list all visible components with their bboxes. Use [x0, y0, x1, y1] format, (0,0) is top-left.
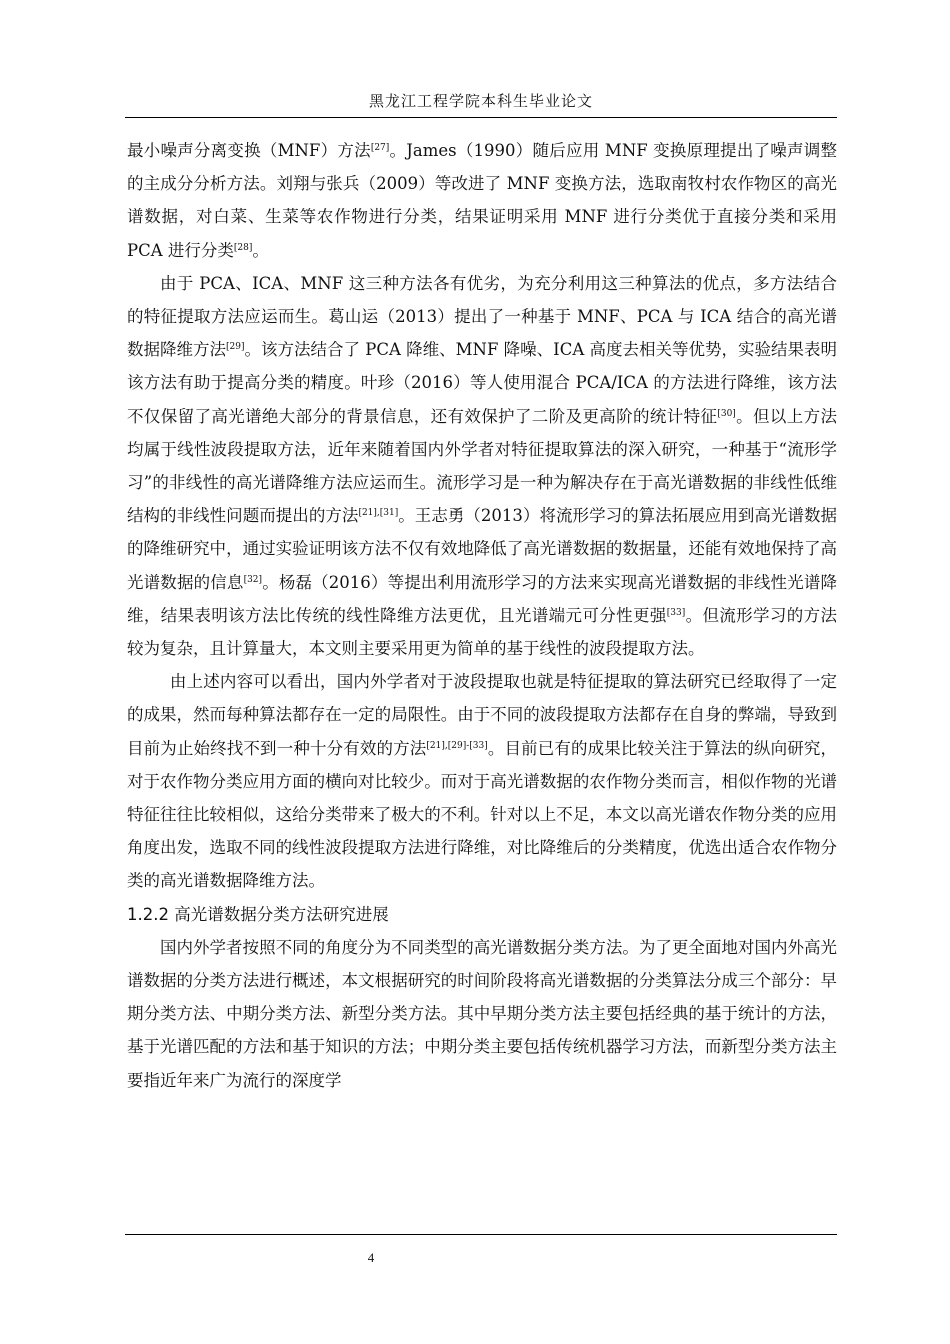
text-segment: 。王志勇（2013）将流形学习的算法拓展应用到高光谱数据的降维研究中，通过实验证明该方法不仅有效地降低了高光谱数据的数据量，还能有效地保持了高光谱数据的信息: [127, 506, 838, 592]
section-heading: 1.2.2 高光谱数据分类方法研究进展: [127, 904, 389, 924]
page-body: [127, 134, 837, 1097]
citation: [32]: [243, 574, 263, 585]
text-segment: 最小噪声分离变换（MNF）方法: [127, 141, 371, 160]
text-segment: 。但流形学习的方法较为复杂，且计算量大，本文则主要采用更为简单的基于线性的波段提取方法。: [127, 605, 838, 659]
citation: [21],[29]-[33]: [426, 740, 488, 751]
paragraph-classification: [127, 931, 837, 1097]
text-segment: 。James（1990）随后应用 MNF 变换原理提出了噪声调整的主成分分析方法。刘翔与张兵（2009）等改进了 MNF 变换方法，选取南牧村农作物区的高光谱数据，对白菜、生菜等农作物进行分类，结果证明采用 MNF 进行分类优于直接分类和采用 PCA 进行分类: [127, 141, 838, 260]
citation: [27]: [370, 143, 390, 153]
page-number: 4: [367, 1250, 375, 1265]
text-segment: 。: [252, 240, 269, 260]
text-segment: 。杨磊（2016）等提出利用流形学习的方法来实现高光谱数据的非线性光谱降维，结果表明该方法比传统的线性降维方法更优，且光谱端元可分性更强: [127, 572, 838, 625]
citation: [21],[31]: [358, 508, 399, 519]
citation: [33]: [666, 607, 686, 618]
running-header: 黑龙江工程学院本科生毕业论文: [368, 92, 593, 110]
citation: [29]: [226, 342, 245, 353]
footer-divider: [125, 1234, 837, 1235]
text-segment: 国内外学者按照不同的角度分为不同类型的高光谱数据分类方法。为了更全面地对国内外高光谱数据的分类方法进行概述，本文根据研究的时间阶段将高光谱数据的分类算法分成三个部分：早期分类方法、中期分类方法、新型分类方法。其中早期分类方法主要包括经典的基于统计的方法，基于光谱匹配的方法和基于知识的方法；中期分类主要包括传统机器学习方法，而新型分类方法主要指近年来广为流行的深度学: [127, 937, 837, 1090]
paragraph-combined-methods: [127, 267, 837, 665]
text-segment: 由上述内容可以看出，国内外学者对于波段提取也就是特征提取的算法研究已经取得了一定的成果，然而每种算法都存在一定的局限性。由于不同的波段提取方法都存在自身的弊端，导致到目前为止始终找不到一种十分有效的方法: [127, 672, 837, 758]
citation: [28]: [233, 242, 253, 253]
paragraph-mnf: [127, 134, 837, 267]
text-segment: 。目前已有的成果比较关注于算法的纵向研究，对于农作物分类应用方面的横向对比较少。而对于高光谱数据的农作物分类而言，相似作物的光谱特征往往比较相似，这给分类带来了极大的不利。针对以上不足，本文以高光谱农作物分类的应用角度出发，选取不同的线性波段提取方法进行降维，对比降维后的分类精度，优选出适合农作物分类的高光谱数据降维方法。: [127, 738, 838, 891]
citation: [30]: [717, 408, 736, 419]
text-segment: 。该方法结合了 PCA 降维、MNF 降噪、ICA 高度去相关等优势，实验结果表明该方法有助于提高分类的精度。叶珍（2016）等人使用混合 PCA/ICA 的方法进行降维，该方法不仅保留了高光谱绝大部分的背景信息，还有效保护了二阶及更高阶的统计特征: [127, 340, 838, 426]
text-segment: 。但以上方法均属于线性波段提取方法，近年来随着国内外学者对特征提取算法的深入研究，一种基于“流形学习”的非线性的高光谱降维方法应运而生。流形学习是一种为解决存在于高光谱数据的非线性低维结构的非线性问题而提出的方法: [127, 406, 838, 526]
header-divider: [125, 117, 837, 118]
text-segment: 由于 PCA、ICA、MNF 这三种方法各有优劣，为充分利用这三种算法的优点，多方法结合的特征提取方法应运而生。葛山运（2013）提出了一种基于 MNF、PCA 与 ICA 结合的高光谱数据降维方法: [127, 273, 837, 360]
paragraph-summary: [127, 665, 837, 897]
